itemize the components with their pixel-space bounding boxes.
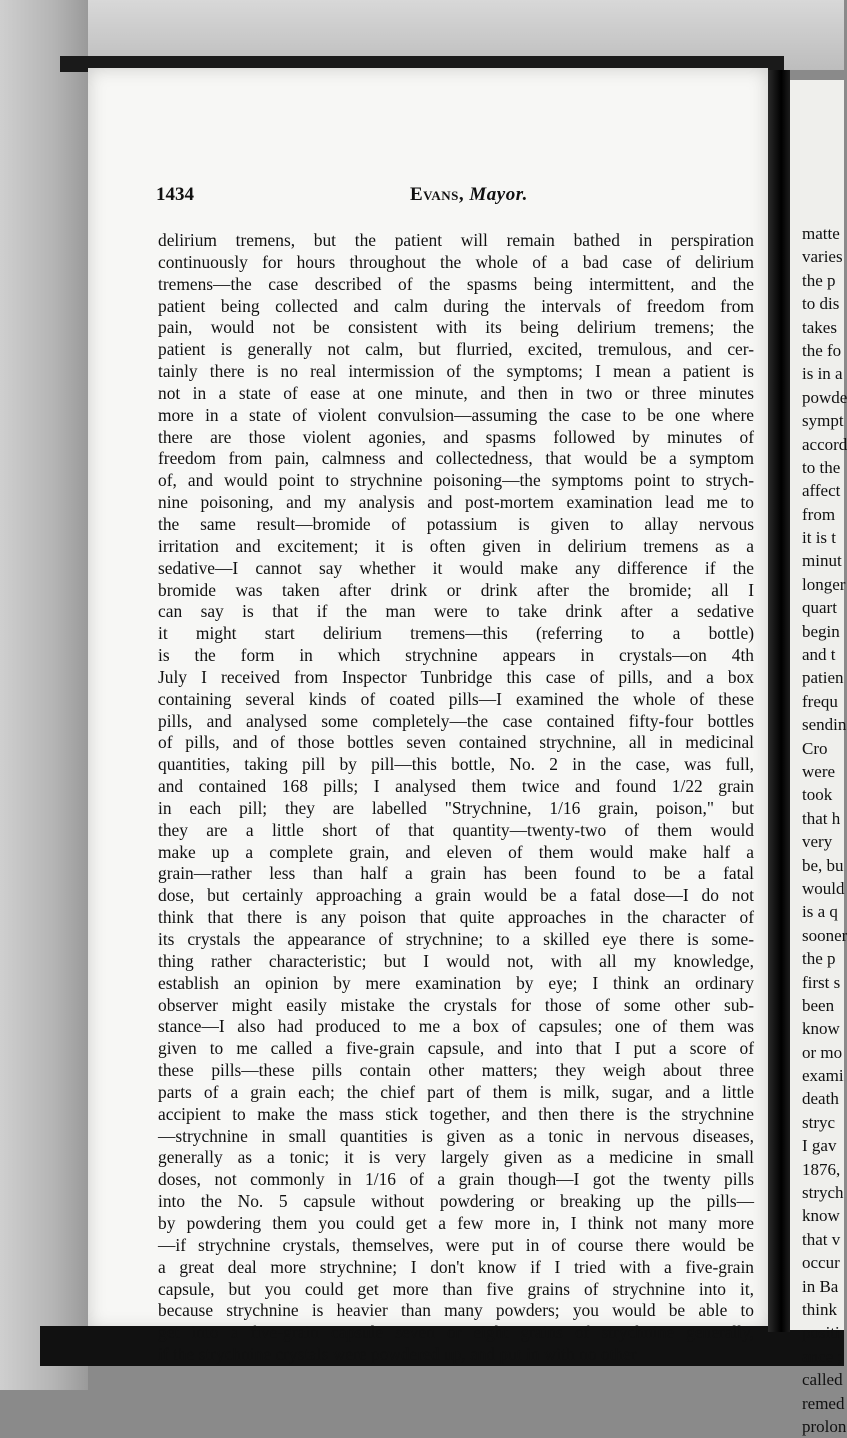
facing-text-line: were — [802, 761, 836, 781]
running-head-role: Mayor. — [469, 184, 528, 205]
facing-text-line: prolon — [802, 1416, 847, 1436]
text-line: observer might easily mistake the crystals for those of some other sub- — [158, 994, 754, 1015]
text-line: delirium tremens, but the patient will remain bathed in perspiration — [158, 230, 754, 250]
running-head-name: Evans, — [410, 184, 465, 205]
text-line: patient being collected and calm during the intervals of freedom from — [158, 295, 754, 316]
facing-text-line: I gav — [802, 1136, 837, 1156]
text-line: generally as a tonic; it is very largely given as a medicine in small — [158, 1147, 754, 1168]
text-line: get into a five-grain capsule seven or eight grains of strychnine generally, — [158, 1322, 754, 1343]
text-line: there are those violent agonies, and spasms followed by minutes of — [158, 426, 754, 447]
text-line: given to me called a five-grain capsule, and into that I put a score of — [158, 1038, 754, 1059]
facing-text-line: exami — [802, 1066, 844, 1086]
facing-text-line: is in a — [802, 364, 843, 384]
text-line: not in a state of ease at one minute, and then in two or three minutes — [158, 382, 754, 403]
facing-text-line: that h — [802, 808, 841, 828]
facing-text-line: know — [802, 1019, 840, 1039]
text-line: in each pill; they are labelled "Strychnine, 1/16 grain, poison," but — [158, 797, 754, 818]
facing-text-line: to dis — [802, 294, 840, 314]
text-line: by powdering them you could get a few more in, I think not many more — [158, 1212, 754, 1233]
text-line: of pills, and of those bottles seven contained strychnine, all in medicinal — [158, 732, 754, 753]
text-line: they are a little short of that quantity—twenty-two of them would — [158, 819, 754, 840]
text-line: parts of a grain each; the chief part of them is milk, sugar, and a little — [158, 1081, 754, 1102]
text-line: tremens—the case described of the spasms being intermittent, and the — [158, 273, 754, 294]
book-gutter — [768, 70, 790, 1332]
text-line: —if strychnine crystals, themselves, were put in of course there would be — [158, 1234, 754, 1255]
text-line: continuously for hours throughout the whole of a bad case of delirium — [158, 251, 754, 272]
facing-text-line: first s — [802, 972, 841, 992]
facing-text-line: affect — [802, 481, 841, 501]
text-line: pain, would not be consistent with its being delirium tremens; the — [158, 317, 754, 338]
facing-text-line: in Ba — [802, 1276, 839, 1296]
facing-text-line: quart — [802, 598, 837, 618]
facing-text-line: accord — [802, 434, 847, 454]
text-line: of, and would point to strychnine poisoning—the symptoms point to strych- — [158, 470, 754, 491]
text-line: accipient to make the mass stick together, and then there is the strychnine — [158, 1103, 754, 1124]
facing-text-line: varies — [802, 247, 843, 267]
text-line: a great deal more strychnine; I don't know if I tried with a five-grain — [158, 1256, 754, 1277]
text-line: July I received from Inspector Tunbridge this case of pills, and a box — [158, 666, 754, 687]
text-line: and contained 168 pills; I analysed them twice and found 1/22 grain — [158, 776, 754, 797]
text-line: stance—I also had produced to me a box of capsules; one of them was — [158, 1016, 754, 1037]
text-line: containing several kinds of coated pills—I examined the whole of these — [158, 688, 754, 709]
facing-text-line: ance ; — [802, 1346, 843, 1366]
facing-text-line: positi — [802, 1323, 840, 1343]
page-number: 1434 — [156, 184, 194, 205]
facing-text-line: or mo — [802, 1042, 843, 1062]
facing-text-line: from — [802, 504, 836, 524]
facing-text-line: would — [802, 878, 845, 898]
facing-text-line: death — [802, 1089, 839, 1109]
facing-text-line: occur — [802, 1253, 840, 1273]
running-head — [410, 184, 528, 206]
text-line: tainly there is no real intermission of the symptoms; I mean a patient is — [158, 361, 754, 382]
text-line: if the strychnine crystals were powdered up, and put in with no other — [158, 1344, 637, 1365]
facing-text-line: strych — [802, 1183, 844, 1203]
facing-text-line: frequ — [802, 691, 838, 711]
text-line: more in a state of violent convulsion—assuming the case to be one where — [158, 404, 754, 425]
page-header — [156, 184, 756, 214]
facing-text-line: the p — [802, 270, 836, 290]
text-line: doses, not commonly in 1/16 of a grain though—I got the twenty pills — [158, 1169, 754, 1190]
facing-text-line: powde — [802, 387, 847, 407]
text-line: freedom from pain, calmness and collectedness, that would be a symptom — [158, 448, 754, 469]
text-line: is the form in which strychnine appears in crystals—on 4th — [158, 645, 754, 666]
testimony-text — [158, 230, 754, 1366]
facing-text-line: the fo — [802, 340, 842, 360]
text-line: can say is that if the man were to take drink after a sedative — [158, 601, 754, 622]
facing-page — [790, 80, 847, 1436]
scan-left-background — [0, 0, 88, 1390]
facing-text-line: 1876, — [802, 1159, 841, 1179]
facing-text-line: minut — [802, 551, 842, 571]
text-line: nine poisoning, and my analysis and post-mortem examination lead me to — [158, 492, 754, 513]
facing-text-line: sooner — [802, 925, 847, 945]
facing-text-line: very — [802, 832, 833, 852]
text-line: —strychnine in small quantities is given as a tonic in nervous diseases, — [158, 1125, 754, 1146]
facing-text-line: to the — [802, 457, 841, 477]
facing-page-text — [790, 222, 847, 1438]
facing-text-line: the p — [802, 949, 836, 969]
facing-text-line: know — [802, 1206, 840, 1226]
text-line: quantities, taking pill by pill—this bottle, No. 2 in the case, was full, — [158, 754, 754, 775]
facing-text-line: Cro — [802, 738, 828, 758]
text-line: patient is generally not calm, but flurried, excited, tremulous, and cer- — [158, 339, 754, 360]
text-line: pills, and analysed some completely—the case contained fifty-four bottles — [158, 710, 754, 731]
facing-text-line: be, bu — [802, 855, 844, 875]
text-line: because strychnine is heavier than many powders; you would be able to — [158, 1300, 754, 1321]
text-line: sedative—I cannot say whether it would make any difference if the — [158, 557, 754, 578]
facing-text-line: think — [802, 1299, 837, 1319]
facing-text-line: sendin — [802, 715, 847, 735]
text-line: capsule, but you could get more than five grains of strychnine into it, — [158, 1278, 754, 1299]
facing-text-line: called — [802, 1370, 843, 1390]
facing-text-line: sympt — [802, 411, 844, 431]
facing-text-line: took — [802, 785, 833, 805]
text-line: the same result—bromide of potassium is given to allay nervous — [158, 513, 754, 534]
facing-text-line: is a q — [802, 902, 838, 922]
text-line: irritation and excitement; it is often given in delirium tremens as a — [158, 535, 754, 556]
facing-text-line: remed — [802, 1393, 845, 1413]
facing-text-line: takes — [802, 317, 837, 337]
facing-text-line: that v — [802, 1229, 841, 1249]
facing-text-line: it is t — [802, 528, 837, 548]
text-line: it might start delirium tremens—this (referring to a bottle) — [158, 623, 754, 644]
text-line: these pills—these pills contain other matters; they weigh about three — [158, 1060, 754, 1081]
facing-text-line: matte — [802, 224, 840, 243]
facing-text-line: stryc — [802, 1112, 836, 1132]
facing-text-line: longer — [802, 574, 846, 594]
text-line: grain—rather less than half a grain has been found to be a fatal — [158, 863, 754, 884]
facing-text-line: and t — [802, 645, 836, 665]
text-line: thing rather characteristic; but I would not, with all my knowledge, — [158, 950, 754, 971]
text-line: bromide was taken after drink or drink after the bromide; all I — [158, 579, 754, 600]
text-line: into the No. 5 capsule without powdering or breaking up the pills— — [158, 1191, 754, 1212]
text-line: make up a complete grain, and eleven of them would make half a — [158, 841, 754, 862]
text-line: establish an opinion by mere examination by eye; I think an ordinary — [158, 972, 754, 993]
text-line: its crystals the appearance of strychnine; to a skilled eye there is some- — [158, 929, 754, 949]
facing-text-line: begin — [802, 621, 840, 641]
text-line: think that there is any poison that quite approaches in the character of — [158, 907, 754, 928]
text-line: dose, but certainly approaching a grain would be a fatal dose—I do not — [158, 885, 754, 906]
facing-text-line: patien — [802, 668, 844, 688]
facing-text-line: been — [802, 995, 835, 1015]
